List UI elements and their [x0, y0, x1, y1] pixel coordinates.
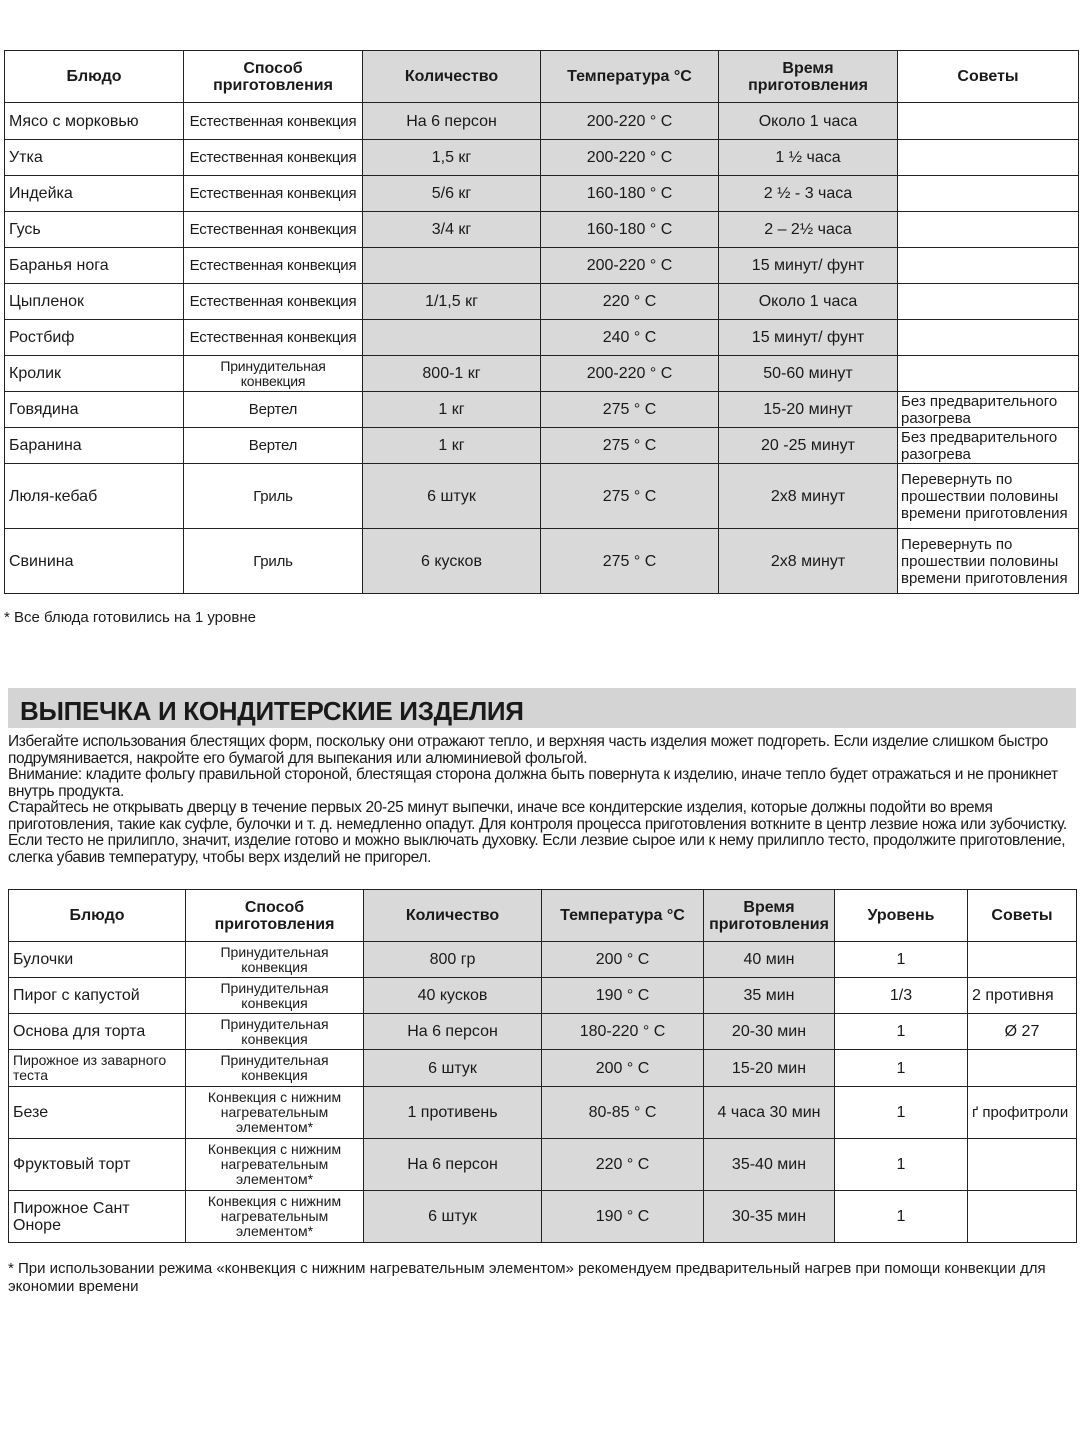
cell-quantity: 6 штук — [364, 1191, 542, 1243]
cell-time: 4 часа 30 мин — [704, 1087, 835, 1139]
cell-quantity: 1/1,5 кг — [363, 284, 541, 320]
cell-quantity: 800 гр — [364, 942, 542, 978]
cell-quantity: 1 противень — [364, 1087, 542, 1139]
cell-tips — [898, 212, 1079, 248]
cell-time: 2x8 минут — [719, 529, 898, 594]
cell-time: 2 – 2½ часа — [719, 212, 898, 248]
cell-time: 30-35 мин — [704, 1191, 835, 1243]
cell-dish: Люля-кебаб — [5, 464, 184, 529]
cell-method: Вертел — [184, 428, 363, 464]
header-temperature: Температура °C — [541, 51, 719, 103]
cell-time: 15-20 минут — [719, 392, 898, 428]
cell-tips — [898, 356, 1079, 392]
cell-dish: Говядина — [5, 392, 184, 428]
table-row — [9, 1050, 1077, 1087]
table-row — [9, 1139, 1077, 1191]
cell-tips — [968, 1139, 1077, 1191]
section-title: ВЫПЕЧКА И КОНДИТЕРСКИЕ ИЗДЕЛИЯ — [20, 696, 524, 726]
cell-method: Принудительная конвекция — [186, 1014, 364, 1050]
table-row — [5, 140, 1079, 176]
cell-temperature: 200 ° C — [542, 942, 704, 978]
cell-method: Естественная конвекция — [184, 320, 363, 356]
cell-method: Естественная конвекция — [184, 248, 363, 284]
intro-paragraph: Избегайте использования блестящих форм, поскольку они отражают тепло, и верхняя часть изделия может подгореть. Если изделие слишком быстро подрумянивается, накройте его бумагой для выпекания или алюминиевой фольгой. — [8, 733, 1048, 767]
cell-method: Конвекция с нижним нагревательным элементом* — [186, 1087, 364, 1139]
cell-method: Принудительная конвекция — [186, 1050, 364, 1087]
header-temperature: Температура °C — [542, 890, 704, 942]
cell-level: 1 — [835, 1191, 968, 1243]
cell-temperature: 160-180 ° C — [541, 212, 719, 248]
header-method: Способ приготовления — [184, 51, 363, 103]
cell-method: Естественная конвекция — [184, 140, 363, 176]
cell-quantity: 1 кг — [363, 428, 541, 464]
header-tips: Советы — [968, 890, 1077, 942]
cell-level: 1 — [835, 1087, 968, 1139]
cell-tips — [898, 176, 1079, 212]
table-header-row — [9, 890, 1077, 942]
cell-dish: Баранина — [5, 428, 184, 464]
cell-time: 35-40 мин — [704, 1139, 835, 1191]
cell-method: Принудительная конвекция — [184, 356, 363, 392]
cell-dish: Булочки — [9, 942, 186, 978]
cell-dish: Баранья нога — [5, 248, 184, 284]
cell-quantity: На 6 персон — [364, 1014, 542, 1050]
cell-dish: Индейка — [5, 176, 184, 212]
cell-dish: Пирог с капустой — [9, 978, 186, 1014]
cell-time: 15 минут/ фунт — [719, 320, 898, 356]
cell-tips — [968, 1050, 1077, 1087]
table-row — [5, 392, 1079, 428]
cell-tips — [968, 942, 1077, 978]
cell-tips — [898, 320, 1079, 356]
cell-temperature: 275 ° C — [541, 529, 719, 594]
header-tips: Советы — [898, 51, 1079, 103]
table-row — [5, 428, 1079, 464]
cell-dish: Кролик — [5, 356, 184, 392]
cell-tips — [898, 248, 1079, 284]
cell-dish: Пирожное из заварного теста — [9, 1050, 186, 1087]
cell-method: Естественная конвекция — [184, 176, 363, 212]
table-row — [5, 103, 1079, 140]
cell-temperature: 220 ° C — [541, 284, 719, 320]
cell-tips: Перевернуть по прошествии половины времени приготовления — [898, 464, 1079, 529]
table-row — [9, 942, 1077, 978]
cell-dish: Безе — [9, 1087, 186, 1139]
cell-quantity: 1 кг — [363, 392, 541, 428]
cell-temperature: 275 ° C — [541, 464, 719, 529]
footnote-table1: * Все блюда готовились на 1 уровне — [4, 609, 256, 626]
cell-dish: Ростбиф — [5, 320, 184, 356]
cell-temperature: 240 ° C — [541, 320, 719, 356]
cell-quantity — [363, 248, 541, 284]
cell-quantity: 6 штук — [363, 464, 541, 529]
cell-temperature: 80-85 ° C — [542, 1087, 704, 1139]
cell-quantity: 3/4 кг — [363, 212, 541, 248]
cell-time: 20-30 мин — [704, 1014, 835, 1050]
cell-quantity — [363, 320, 541, 356]
cell-time: Около 1 часа — [719, 103, 898, 140]
cell-tips: Ø 27 — [968, 1014, 1077, 1050]
cell-method: Гриль — [184, 464, 363, 529]
header-dish: Блюдо — [9, 890, 186, 942]
meat-cooking-table — [4, 50, 1079, 594]
cell-temperature: 160-180 ° C — [541, 176, 719, 212]
cell-method: Гриль — [184, 529, 363, 594]
cell-temperature: 275 ° C — [541, 392, 719, 428]
cell-level: 1 — [835, 1139, 968, 1191]
cell-dish: Основа для торта — [9, 1014, 186, 1050]
header-method: Способ приготовления — [186, 890, 364, 942]
cell-method: Естественная конвекция — [184, 103, 363, 140]
cell-tips — [898, 140, 1079, 176]
cell-tips — [898, 284, 1079, 320]
cell-quantity: 6 штук — [364, 1050, 542, 1087]
cell-quantity: 40 кусков — [364, 978, 542, 1014]
table-row — [5, 529, 1079, 594]
cell-quantity: 5/6 кг — [363, 176, 541, 212]
header-quantity: Количество — [363, 51, 541, 103]
cell-time: 15 минут/ фунт — [719, 248, 898, 284]
cell-dish: Гусь — [5, 212, 184, 248]
header-quantity: Количество — [364, 890, 542, 942]
cell-quantity: На 6 персон — [363, 103, 541, 140]
cell-time: 1 ½ часа — [719, 140, 898, 176]
section-intro — [8, 734, 1076, 866]
cell-dish: Мясо с морковью — [5, 103, 184, 140]
cell-temperature: 200-220 ° C — [541, 248, 719, 284]
cell-time: 2x8 минут — [719, 464, 898, 529]
table-row — [5, 320, 1079, 356]
cell-time: 2 ½ - 3 часа — [719, 176, 898, 212]
cell-method: Естественная конвекция — [184, 212, 363, 248]
cell-time: 20 -25 минут — [719, 428, 898, 464]
cell-method: Вертел — [184, 392, 363, 428]
table-row — [9, 1014, 1077, 1050]
footnote-table2: * При использовании режима «конвекция с нижним нагревательным элементом» рекомендуем предварительный нагрев при помощи конвекции для экономии времени — [8, 1260, 1046, 1295]
cell-dish: Пирожное Сант Оноре — [9, 1191, 186, 1243]
cell-quantity: 1,5 кг — [363, 140, 541, 176]
cell-level: 1/3 — [835, 978, 968, 1014]
cell-tips: Без предварительного разогрева — [898, 428, 1079, 464]
cell-quantity: На 6 персон — [364, 1139, 542, 1191]
table-row — [5, 284, 1079, 320]
cell-level: 1 — [835, 942, 968, 978]
cell-quantity: 800-1 кг — [363, 356, 541, 392]
cell-method: Конвекция с нижним нагревательным элементом* — [186, 1139, 364, 1191]
cell-tips: ґ профитроли — [968, 1087, 1077, 1139]
cell-tips: 2 противня — [968, 978, 1077, 1014]
cell-time: 40 мин — [704, 942, 835, 978]
table-header-row — [5, 51, 1079, 103]
cell-temperature: 190 ° C — [542, 978, 704, 1014]
cell-level: 1 — [835, 1014, 968, 1050]
cell-temperature: 200 ° C — [542, 1050, 704, 1087]
header-dish: Блюдо — [5, 51, 184, 103]
header-time: Время приготовления — [704, 890, 835, 942]
cell-tips — [898, 103, 1079, 140]
cell-temperature: 220 ° C — [542, 1139, 704, 1191]
cell-tips: Перевернуть по прошествии половины времени приготовления — [898, 529, 1079, 594]
cell-temperature: 190 ° C — [542, 1191, 704, 1243]
table-row — [5, 248, 1079, 284]
cell-time: Около 1 часа — [719, 284, 898, 320]
cell-tips — [968, 1191, 1077, 1243]
table-row — [5, 356, 1079, 392]
cell-dish: Фруктовый торт — [9, 1139, 186, 1191]
header-level: Уровень — [835, 890, 968, 942]
cell-dish: Утка — [5, 140, 184, 176]
pastry-cooking-table — [8, 889, 1077, 1243]
cell-time: 15-20 мин — [704, 1050, 835, 1087]
intro-paragraph: Старайтесь не открывать дверцу в течение первых 20-25 минут выпечки, иначе все кондитерские изделия, которые должны подойти во время приготовления, такие как суфле, булочки и т. д. немедленно опадут. Для контроля процесса приготовления воткните в центр лезвие ножа или зубочистку. Если тесто не прилипло, значит, изделие готово и можно выключать духовку. Если лезвие сырое или к нему прилипло тесто, продолжите приготовление, слегка убавив температуру, чтобы верх изделий не пригорел. — [8, 799, 1067, 866]
cell-dish: Цыпленок — [5, 284, 184, 320]
table-row — [9, 978, 1077, 1014]
table-row — [5, 176, 1079, 212]
cell-dish: Свинина — [5, 529, 184, 594]
cell-time: 35 мин — [704, 978, 835, 1014]
cell-tips: Без предварительного разогрева — [898, 392, 1079, 428]
cell-temperature: 200-220 ° C — [541, 356, 719, 392]
header-time: Время приготовления — [719, 51, 898, 103]
cell-method: Принудительная конвекция — [186, 942, 364, 978]
cell-temperature: 200-220 ° C — [541, 140, 719, 176]
section-heading — [8, 688, 1076, 728]
cell-method: Принудительная конвекция — [186, 978, 364, 1014]
cell-method: Конвекция с нижним нагревательным элементом* — [186, 1191, 364, 1243]
cell-method: Естественная конвекция — [184, 284, 363, 320]
cell-quantity: 6 кусков — [363, 529, 541, 594]
table-row — [9, 1087, 1077, 1139]
intro-paragraph: Внимание: кладите фольгу правильной стороной, блестящая сторона должна быть повернута к изделию, иначе тепло будет отражаться и не проникнет внутрь продукта. — [8, 766, 1058, 800]
cell-level: 1 — [835, 1050, 968, 1087]
cell-temperature: 275 ° C — [541, 428, 719, 464]
table-row — [5, 212, 1079, 248]
table-row — [5, 464, 1079, 529]
cell-time: 50-60 минут — [719, 356, 898, 392]
table-row — [9, 1191, 1077, 1243]
cell-temperature: 200-220 ° C — [541, 103, 719, 140]
cell-temperature: 180-220 ° C — [542, 1014, 704, 1050]
